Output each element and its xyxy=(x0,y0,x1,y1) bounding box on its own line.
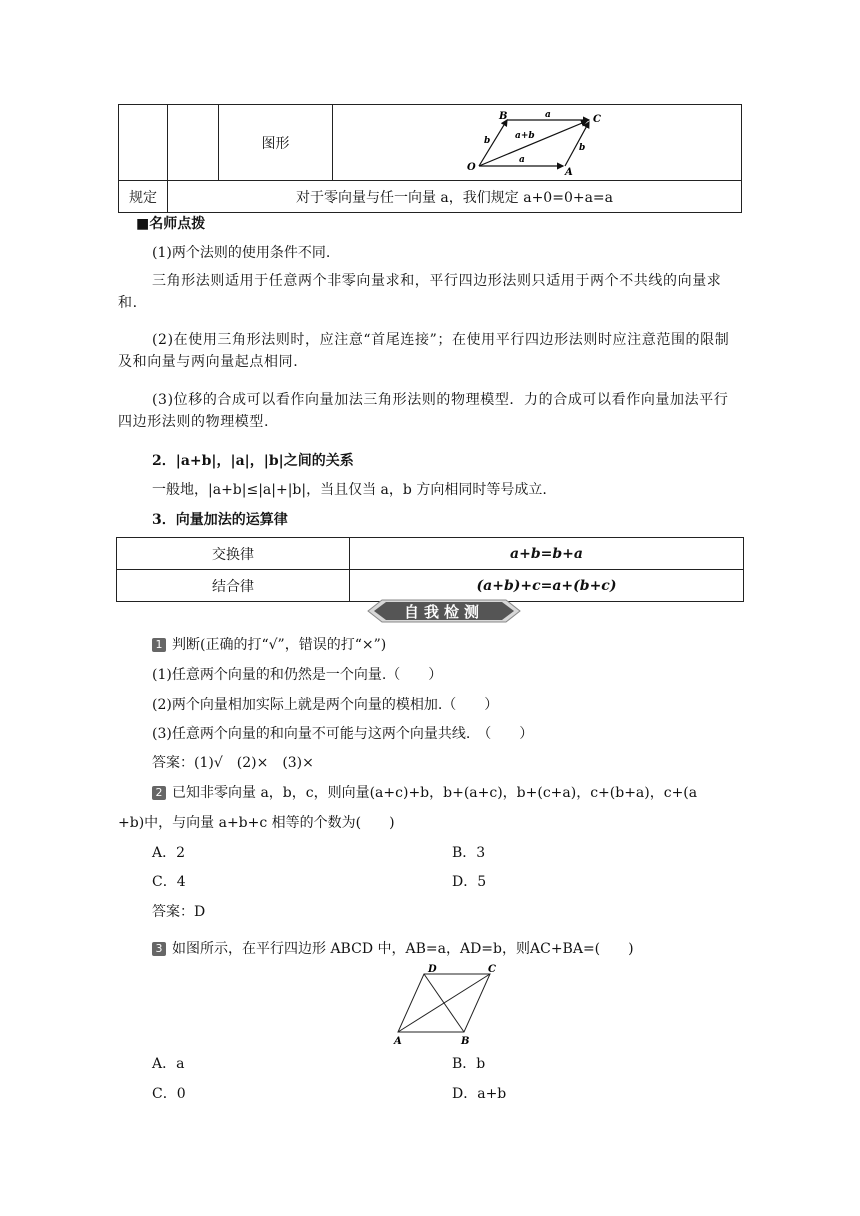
label-C: C xyxy=(593,113,601,125)
table-cell-empty xyxy=(168,105,219,181)
label-b-left: b xyxy=(484,135,491,146)
q3-option-d: D．a+b xyxy=(452,1086,507,1102)
q2-stem-text: 已知非零向量 a，b，c，则向量(a+c)+b，b+(a+c)，b+(c+a)，c+(b+a)，c+(a xyxy=(172,785,698,801)
q3-option-b: B．b xyxy=(452,1056,486,1072)
label-B: B xyxy=(499,110,508,122)
label-O: O xyxy=(467,161,476,173)
q3-stem xyxy=(152,938,634,958)
law-name: 交换律 xyxy=(117,538,350,570)
section3-heading: 3．向量加法的运算律 xyxy=(152,512,288,528)
q2-stem-line2: +b)中，与向量 a+b+c 相等的个数为( ) xyxy=(118,815,395,831)
label-A: A xyxy=(394,1036,402,1047)
operation-law-table xyxy=(116,537,744,602)
q2-number-badge: 2 xyxy=(152,786,166,800)
q1-item-2: (2)两个向量相加实际上就是两个向量的模相加.（ ） xyxy=(152,697,499,713)
vector-oc xyxy=(479,121,587,166)
label-D: D xyxy=(428,964,437,975)
tips-p2: 三角形法则适用于任意两个非零向量求和，平行四边形法则只适用于两个不共线的向量求和. xyxy=(118,273,722,311)
q3-option-a: A．a xyxy=(152,1056,185,1072)
q1-stem xyxy=(152,634,386,654)
section2-heading: 2．|a+b|，|a|，|b|之间的关系 xyxy=(152,453,354,469)
q2-stem-line1 xyxy=(152,782,697,802)
q3-stem-text: 如图所示，在平行四边形 ABCD 中，AB=a，AD=b，则AC+BA=( ) xyxy=(172,941,634,957)
label-C: C xyxy=(488,964,496,975)
q2-option-d: D．5 xyxy=(452,874,487,890)
label-a-plus-b: a+b xyxy=(515,130,535,141)
definition-table xyxy=(118,104,742,213)
label-A: A xyxy=(565,166,573,178)
parallelogram-abcd-figure xyxy=(384,960,504,1048)
q1-item-3: (3)任意两个向量的和向量不可能与这两个向量共线. （ ） xyxy=(152,726,534,742)
rule-text-cell: 对于零向量与任一向量 a，我们规定 a+0=0+a=a xyxy=(168,181,742,213)
q2-answer: 答案：D xyxy=(152,904,206,920)
q1-stem-text: 判断(正确的打“√”，错误的打“×”) xyxy=(172,637,387,653)
q1-item-1: (1)任意两个向量的和仍然是一个向量.（ ） xyxy=(152,667,443,683)
q2-option-c: C．4 xyxy=(152,874,186,890)
tips-heading: ■名师点拨 xyxy=(136,216,206,232)
tips-p3: (2)在使用三角形法则时，应注意“首尾连接”；在使用平行四边形法则时应注意范围的限制及和向量与两向量起点相同. xyxy=(118,332,730,370)
banner-title: 自我检测 xyxy=(403,603,484,621)
section2-text: 一般地，|a+b|≤|a|+|b|，当且仅当 a，b 方向相同时等号成立. xyxy=(152,482,547,498)
figure-label-cell: 图形 xyxy=(219,105,333,181)
label-b-right: b xyxy=(579,142,586,153)
law-formula: (a+b)+c=a+(b+c) xyxy=(350,570,744,602)
table-row xyxy=(117,570,744,602)
table-row xyxy=(117,538,744,570)
q2-option-b: B．3 xyxy=(452,845,486,861)
q3-option-c: C．0 xyxy=(152,1086,186,1102)
label-a-top: a xyxy=(545,109,551,120)
parallelogram-figure xyxy=(457,108,617,178)
tips-p4: (3)位移的合成可以看作向量加法三角形法则的物理模型．力的合成可以看作向量加法平行四边形法则的物理模型. xyxy=(118,392,729,430)
law-name: 结合律 xyxy=(117,570,350,602)
table-cell-empty xyxy=(119,105,168,181)
law-formula: a+b=b+a xyxy=(350,538,744,570)
label-a-bottom: a xyxy=(519,154,525,165)
tips-p1: (1)两个法则的使用条件不同. xyxy=(152,245,331,261)
diagonal-bd xyxy=(424,974,464,1032)
label-B: B xyxy=(461,1036,470,1047)
q1-answer: 答案：(1)√ (2)× (3)× xyxy=(152,755,314,771)
self-check-banner xyxy=(366,598,522,624)
q1-number-badge: 1 xyxy=(152,638,166,652)
q3-number-badge: 3 xyxy=(152,942,166,956)
q2-option-a: A．2 xyxy=(152,845,186,861)
rule-label-cell: 规定 xyxy=(119,181,168,213)
parallelogram-figure-cell xyxy=(333,105,742,181)
